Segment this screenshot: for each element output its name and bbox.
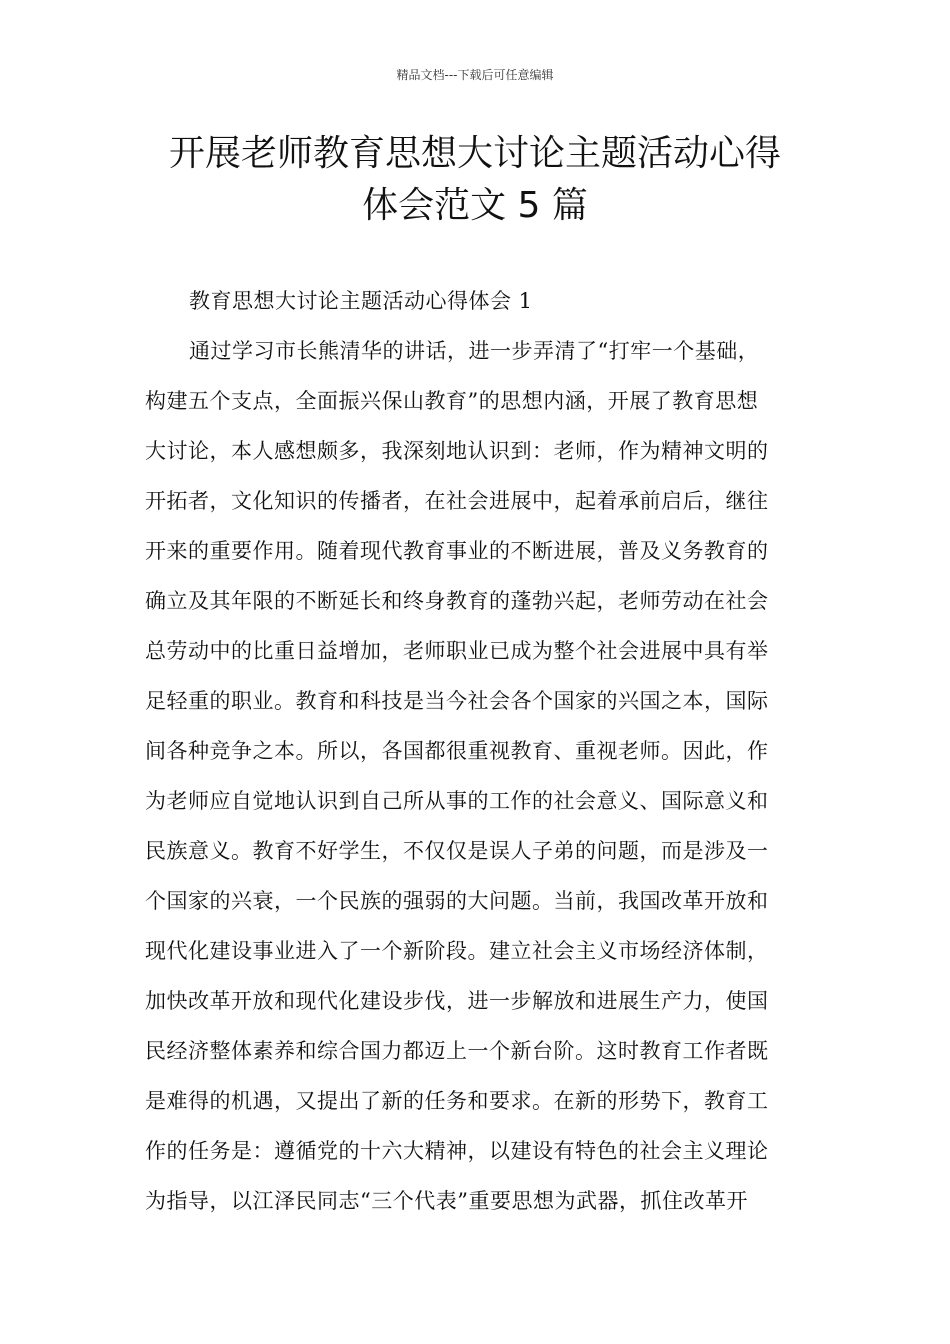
paragraph-line: 构建五个支点，全面振兴保山教育”的思想内涵，开展了教育思想	[145, 389, 759, 413]
header-note: 精品文档---下载后可任意编辑	[396, 68, 554, 82]
paragraph-line: 总劳动中的比重日益增加，老师职业已成为整个社会进展中具有举	[145, 639, 769, 663]
paragraph-line: 间各种竞争之本。所以，各国都很重视教育、重视老师。因此，作	[145, 739, 769, 763]
paragraph-line: 通过学习市长熊清华的讲话，进一步弄清了“打牢一个基础，	[189, 339, 760, 363]
document-title	[140, 128, 810, 232]
paragraph-line: 加快改革开放和现代化建设步伐，进一步解放和进展生产力，使国	[145, 989, 769, 1013]
paragraph-line: 民经济整体素养和综合国力都迈上一个新台阶。这时教育工作者既	[145, 1039, 769, 1063]
paragraph-line: 开来的重要作用。随着现代教育事业的不断进展，普及义务教育的	[145, 539, 769, 563]
paragraph-line: 确立及其年限的不断延长和终身教育的蓬勃兴起，老师劳动在社会	[145, 589, 769, 613]
title-line: 开展老师教育思想大讨论主题活动心得	[168, 133, 781, 174]
paragraph-line: 足轻重的职业。教育和科技是当今社会各个国家的兴国之本，国际	[145, 689, 769, 713]
paragraph-line: 个国家的兴衰，一个民族的强弱的大问题。当前，我国改革开放和	[145, 889, 769, 913]
paragraph-line: 现代化建设事业进入了一个新阶段。建立社会主义市场经济体制，	[145, 939, 769, 963]
paragraph-line: 民族意义。教育不好学生，不仅仅是误人子弟的问题，而是涉及一	[145, 839, 769, 863]
paragraph-line: 作的任务是：遵循党的十六大精神，以建设有特色的社会主义理论	[145, 1139, 769, 1163]
paragraph-line: 大讨论，本人感想颇多，我深刻地认识到：老师，作为精神文明的	[145, 439, 769, 463]
title-line: 体会范文 5 篇	[362, 185, 588, 226]
paragraph-line: 开拓者，文化知识的传播者，在社会进展中，起着承前启后，继往	[145, 489, 769, 513]
paragraph-line: 是难得的机遇，又提出了新的任务和要求。在新的形势下，教育工	[145, 1089, 769, 1113]
paragraph-line: 为老师应自觉地认识到自己所从事的工作的社会意义、国际意义和	[145, 789, 769, 813]
document-body	[145, 276, 805, 1226]
paragraph-line: 为指导，以江泽民同志“三个代表”重要思想为武器，抓住改革开	[145, 1189, 748, 1213]
section-heading: 教育思想大讨论主题活动心得体会 1	[189, 289, 533, 313]
